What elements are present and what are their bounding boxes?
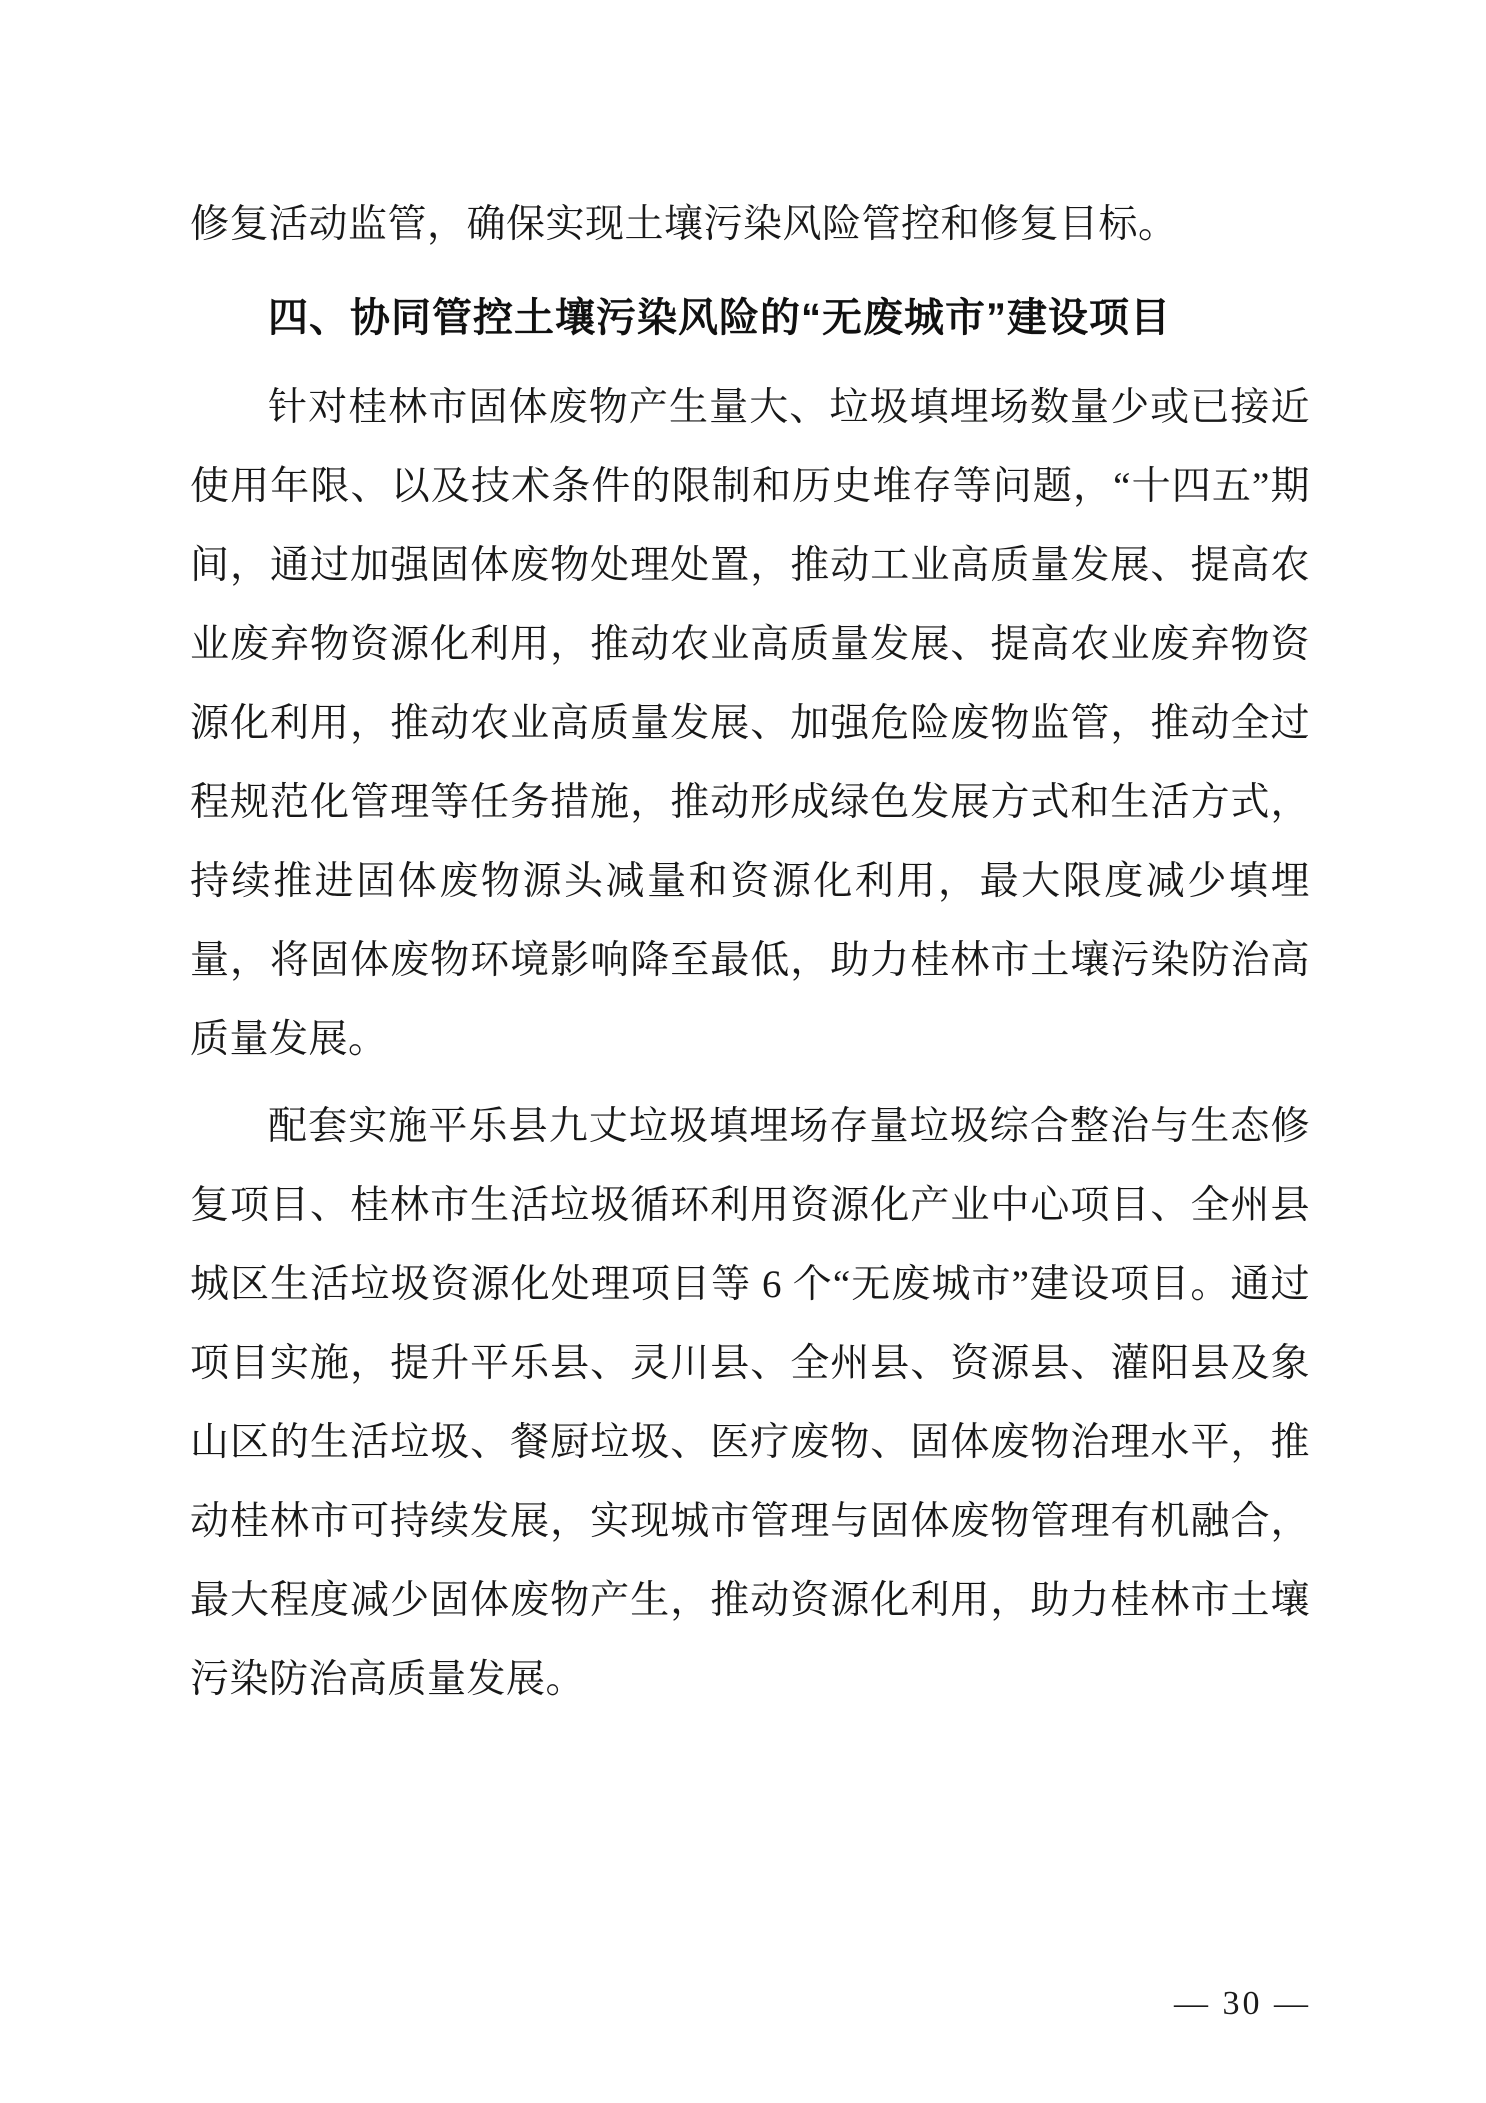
paragraph-continuation: 修复活动监管，确保实现土壤污染风险管控和修复目标。	[190, 203, 1178, 246]
section-heading-four: 四、协同管控土壤污染风险的“无废城市”建设项目	[268, 296, 1171, 340]
page-footer	[190, 1979, 1311, 2025]
page-number: — 30 —	[1174, 1985, 1311, 2022]
document-body	[190, 185, 1310, 1719]
paragraph-zero-waste-projects: 配套实施平乐县九丈垃圾填埋场存量垃圾综合整治与生态修复项目、桂林市生活垃圾循环利用资源化产业中心项目、全州县城区生活垃圾资源化处理项目等 6 个“无废城市”建设项目。通过项目实施，提升平乐县、灵川县、全州县、资源县、灌阳县及象山区的生活垃圾、餐厨垃圾、医疗废物、固体废物治理水平，推动桂林市可持续发展，实现城市管理与固体废物管理有机融合，最大程度减少固体废物产生，推动资源化利用，助力桂林市土壤污染防治高质量发展。	[190, 1105, 1310, 1701]
paragraph-solid-waste-overview: 针对桂林市固体废物产生量大、垃圾填埋场数量少或已接近使用年限、以及技术条件的限制和历史堆存等问题，“十四五”期间，通过加强固体废物处理处置，推动工业高质量发展、提高农业废弃物资源化利用，推动农业高质量发展、提高农业废弃物资源化利用，推动农业高质量发展、加强危险废物监管，推动全过程规范化管理等任务措施，推动形成绿色发展方式和生活方式，持续推进固体废物源头减量和资源化利用，最大限度减少填埋量，将固体废物环境影响降至最低，助力桂林市土壤污染防治高质量发展。	[190, 386, 1310, 1061]
